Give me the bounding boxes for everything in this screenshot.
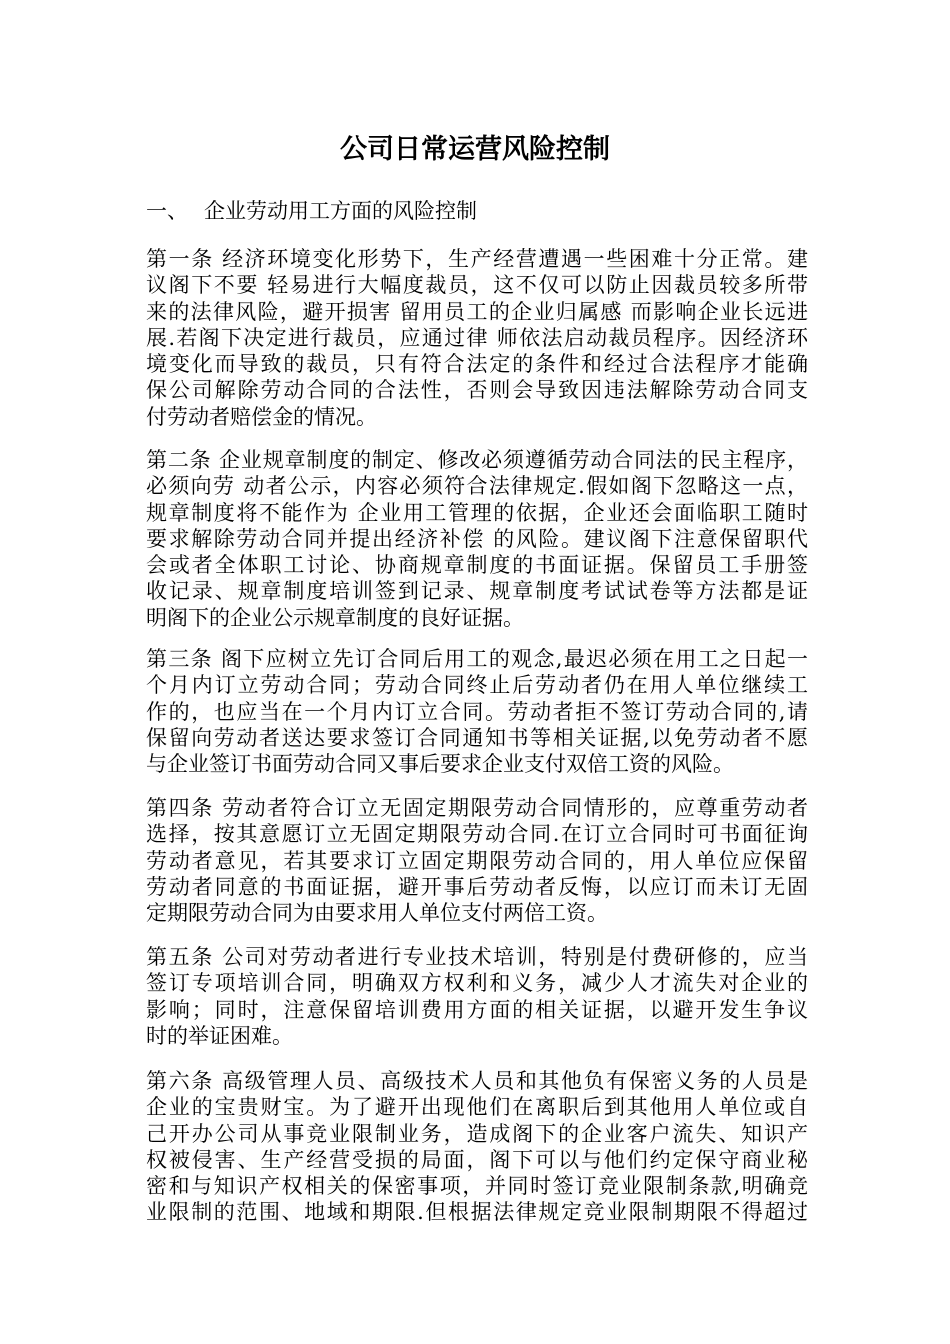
article-line: 必须向劳 动者公示，内容必须符合法律规定.假如阁下忽略这一点， <box>146 474 808 499</box>
article-line: 明阁下的企业公示规章制度的良好证据。 <box>146 605 524 630</box>
article-line: 第一条 经济环境变化形势下，生产经营遭遇一些困难十分正常。建 <box>146 247 808 271</box>
article-line: 展.若阁下决定进行裁员，应通过律 师依法启动裁员程序。因经济环 <box>146 325 808 350</box>
article-line: 与企业签订书面劳动合同又事后要求企业支付双倍工资的风险。 <box>146 752 734 777</box>
section-heading <box>146 196 806 226</box>
section-title: 企业劳动用工方面的风险控制 <box>204 199 477 223</box>
article-line: 权被侵害、生产经营受损的局面，阁下可以与他们约定保守商业秘 <box>146 1147 808 1172</box>
article-line: 第四条 劳动者符合订立无固定期限劳动合同情形的，应尊重劳动者 <box>146 796 808 820</box>
article-line: 保公司解除劳动合同的合法性，否则会导致因违法解除劳动合同支 <box>146 378 808 403</box>
article-line: 选择，按其意愿订立无固定期限劳动合同.在订立合同时可书面征询 <box>146 822 808 847</box>
section-number: 一、 <box>146 199 188 223</box>
article-line: 己开办公司从事竞业限制业务，造成阁下的企业客户流失、知识产 <box>146 1121 808 1146</box>
article-2 <box>146 447 808 631</box>
article-line: 付劳动者赔偿金的情况。 <box>146 404 377 429</box>
article-line: 时的举证困难。 <box>146 1023 293 1048</box>
article-1 <box>146 246 808 430</box>
article-line: 第二条 企业规章制度的制定、修改必须遵循劳动合同法的民主程序， <box>146 448 808 472</box>
article-line: 议阁下不要 轻易进行大幅度裁员，这不仅可以防止因裁员较多所带 <box>146 273 808 298</box>
article-line: 规章制度将不能作为 企业用工管理的依据，企业还会面临职工随时 <box>146 500 808 525</box>
article-line: 第六条 高级管理人员、高级技术人员和其他负有保密义务的人员是 <box>146 1069 808 1093</box>
article-line: 要求解除劳动合同并提出经济补偿 的风险。建议阁下注意保留职代 <box>146 526 808 551</box>
article-5 <box>146 944 808 1049</box>
document-title: 公司日常运营风险控制 <box>340 134 610 165</box>
article-line: 第五条 公司对劳动者进行专业技术培训，特别是付费研修的，应当 <box>146 945 808 969</box>
article-line: 企业的宝贵财宝。为了避开出现他们在离职后到其他用人单位或自 <box>146 1095 808 1120</box>
article-line: 个月内订立劳动合同；劳动合同终止后劳动者仍在用人单位继续工 <box>146 673 808 698</box>
article-line: 业限制的范围、地域和期限.但根据法律规定竞业限制期限不得超过 <box>146 1200 808 1225</box>
article-line: 签订专项培训合同，明确双方权利和义务，减少人才流失对企业的 <box>146 971 808 996</box>
article-line: 影响；同时，注意保留培训费用方面的相关证据，以避开发生争议 <box>146 997 808 1022</box>
article-3 <box>146 646 808 777</box>
article-line: 保留向劳动者送达要求签订合同通知书等相关证据,以免劳动者不愿 <box>146 725 808 750</box>
article-line: 密和与知识产权相关的保密事项，并同时签订竞业限制条款,明确竞 <box>146 1174 808 1199</box>
article-line: 定期限劳动合同为由要求用人单位支付两倍工资。 <box>146 901 608 926</box>
article-line: 第三条 阁下应树立先订合同后用工的观念,最迟必须在用工之日起一 <box>146 647 808 671</box>
article-line: 劳动者同意的书面证据，避开事后劳动者反悔，以应订而未订无固 <box>146 874 808 899</box>
article-line: 收记录、规章制度培训签到记录、规章制度考试试卷等方法都是证 <box>146 579 808 604</box>
article-line: 境变化而导致的裁员，只有符合法定的条件和经过合法程序才能确 <box>146 352 808 377</box>
article-6 <box>146 1068 808 1226</box>
article-line: 劳动者意见，若其要求订立固定期限劳动合同的，用人单位应保留 <box>146 848 808 873</box>
article-line: 来的法律风险，避开损害 留用员工的企业归属感 而影响企业长远进 <box>146 299 808 324</box>
article-line: 作的，也应当在一个月内订立合同。劳动者拒不签订劳动合同的,请 <box>146 699 808 724</box>
article-4 <box>146 795 808 926</box>
article-line: 会或者全体职工讨论、协商规章制度的书面证据。保留员工手册签 <box>146 553 808 578</box>
